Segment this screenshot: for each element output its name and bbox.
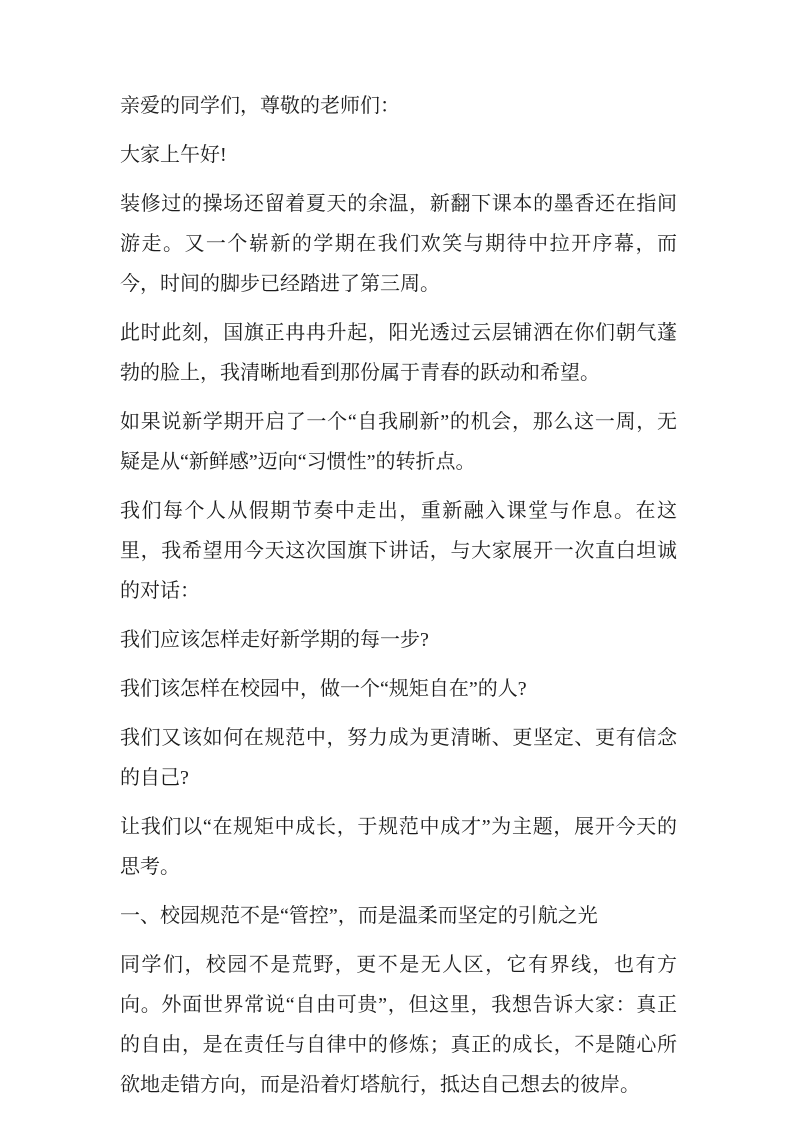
paragraph-question: 我们该怎样在校园中，做一个“规矩自在”的人? [120,678,527,700]
paragraph: 此时此刻，国旗正冉冉升起，阳光透过云层铺洒在你们朝气蓬勃的脸上，我清晰地看到那份属于青春的跃动和希望。 [120,322,677,384]
paragraph: 如果说新学期开启了一个“自我刷新”的机会，那么这一周，无疑是从“新鲜感”迈向“习惯性”的转折点。 [120,411,677,473]
section-heading: 一、校园规范不是“管控”，而是温柔而坚定的引航之光 [120,905,598,927]
paragraph: 让我们以“在规矩中成长，于规范中成才”为主题，展开今天的思考。 [120,816,677,878]
paragraph: 我们每个人从假期节奏中走出，重新融入课堂与作息。在这里，我希望用今天这次国旗下讲话，与大家展开一次直白坦诚的对话： [120,500,677,602]
paragraph-question: 我们应该怎样走好新学期的每一步? [120,629,429,651]
document-body [120,86,677,1114]
paragraph-greeting: 大家上午好! [120,144,227,166]
paragraph: 装修过的操场还留着夏天的余温，新翻下课本的墨香还在指间游走。又一个崭新的学期在我们欢笑与期待中拉开序幕，而今，时间的脚步已经踏进了第三周。 [120,193,677,295]
paragraph-question: 我们又该如何在规范中，努力成为更清晰、更坚定、更有信念的自己? [120,727,677,789]
paragraph: 同学们，校园不是荒野，更不是无人区，它有界线，也有方向。外面世界常说“自由可贵”，但这里，我想告诉大家：真正的自由，是在责任与自律中的修炼；真正的成长，不是随心所欲地走错方向，而是沿着灯塔航行，抵达自己想去的彼岸。 [120,954,677,1096]
paragraph-salutation: 亲爱的同学们，尊敬的老师们： [120,95,400,117]
